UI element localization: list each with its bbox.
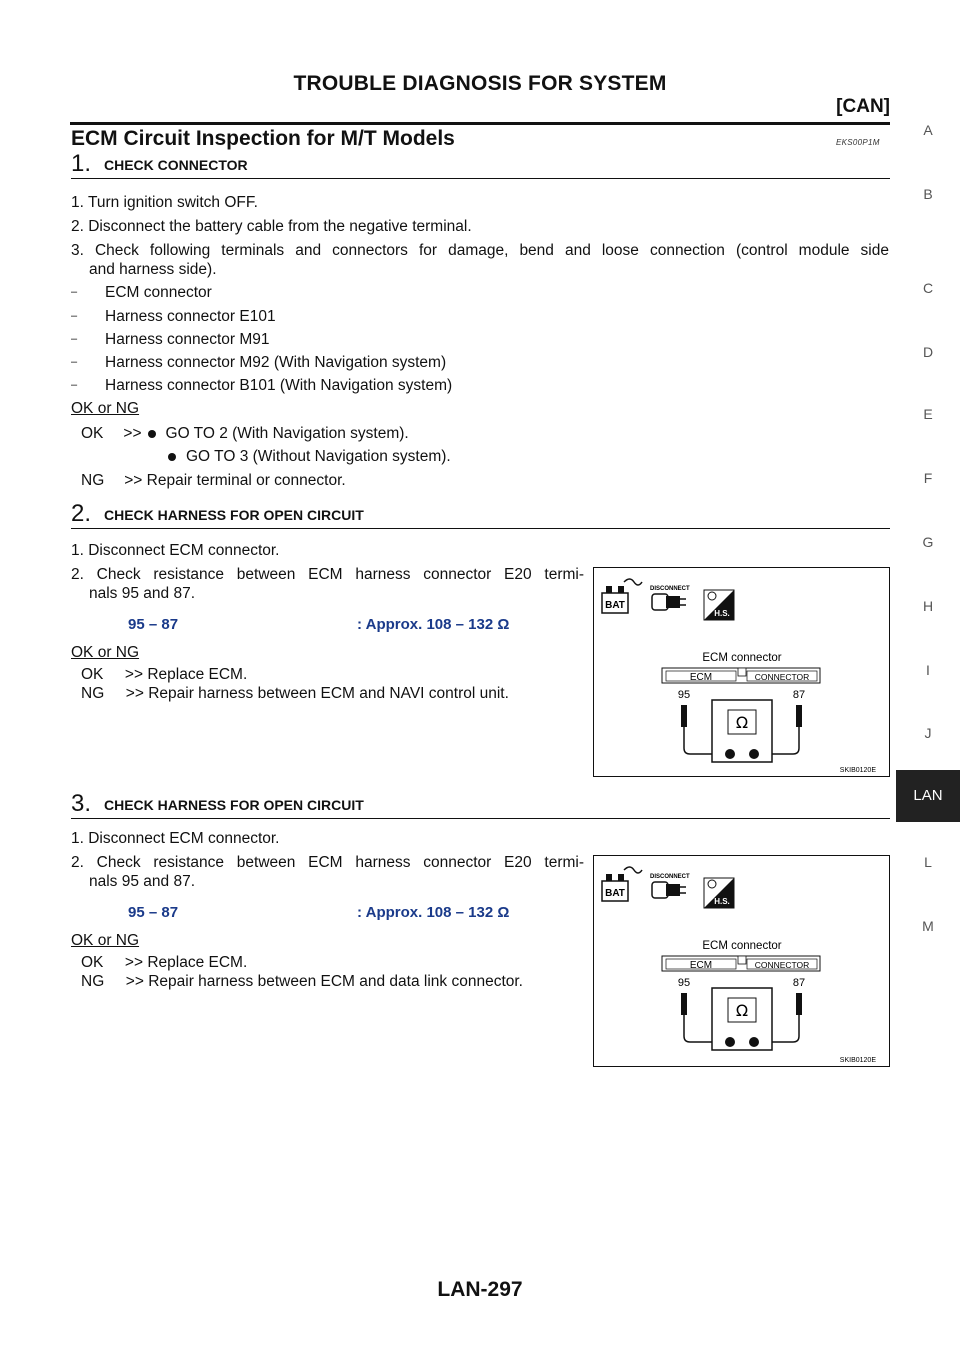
svg-text:ECM connector: ECM connector — [702, 652, 782, 664]
svg-text:ECM: ECM — [689, 672, 713, 683]
ok-or-ng-label: OK or NG — [71, 644, 140, 661]
step-title: CHECK HARNESS FOR OPEN CIRCUIT — [104, 797, 364, 813]
svg-text:H.S.: H.S. — [714, 609, 730, 618]
index-tab-b[interactable]: B — [923, 186, 933, 202]
ecm-connector-illustration — [594, 856, 889, 1066]
hs-icon — [704, 878, 734, 908]
ng-result: NG >> Repair terminal or connector. — [81, 472, 346, 489]
list-item: – Harness connector M91 — [71, 331, 270, 348]
section-title: ECM Circuit Inspection for M/T Models — [71, 127, 455, 150]
list-item: – Harness connector E101 — [71, 308, 276, 325]
spec-terminals: 95 – 87 — [128, 904, 179, 921]
svg-text:ECM connector: ECM connector — [702, 940, 782, 952]
svg-text:95: 95 — [677, 689, 691, 701]
list-item: – ECM connector — [71, 284, 212, 301]
spec-resistance: : Approx. 108 – 132 Ω — [357, 904, 510, 921]
ok-result: OK >> Replace ECM. — [81, 954, 248, 971]
step-2-item-2-cont: nals 95 and 87. — [89, 585, 196, 602]
ok-result: OK >> Replace ECM. — [81, 666, 248, 683]
svg-text:H.S.: H.S. — [714, 897, 730, 906]
disconnect-plug-icon — [652, 882, 686, 898]
header-divider — [70, 122, 890, 125]
step-3-item-1: 1. Disconnect ECM connector. — [71, 830, 280, 847]
step-3-item-2: 2. Check resistance between ECM harness connector E20 termi- — [71, 854, 584, 871]
step-2-item-2: 2. Check resistance between ECM harness connector E20 termi- — [71, 566, 584, 583]
svg-text:DISCONNECT: DISCONNECT — [650, 586, 690, 592]
svg-text:Ω: Ω — [735, 1001, 749, 1020]
step-1-item-3: 3. Check following terminals and connectors for damage, bend and loose connection (control module side — [71, 242, 889, 259]
index-tab-d[interactable]: D — [922, 344, 934, 360]
step-2-item-1: 1. Disconnect ECM connector. — [71, 542, 280, 559]
ecm-connector-illustration — [594, 568, 889, 776]
list-item: – Harness connector B101 (With Navigation system) — [71, 377, 453, 394]
ok-result-1: OK >> GO TO 2 (With Navigation system). — [81, 425, 409, 442]
svg-text:87: 87 — [792, 977, 806, 989]
svg-text:SKIB0120E: SKIB0120E — [839, 767, 876, 774]
step-2-heading — [71, 500, 890, 529]
index-tab-h[interactable]: H — [922, 598, 934, 614]
ng-result: NG >> Repair harness between ECM and NAVI control unit. — [81, 685, 509, 702]
index-tab-m[interactable]: M — [922, 918, 934, 934]
ok-or-ng-label: OK or NG — [71, 932, 140, 949]
svg-text:87: 87 — [792, 689, 806, 701]
index-tab-lan[interactable]: LAN — [896, 770, 960, 822]
step-number: 2. — [71, 500, 92, 527]
index-tab-g[interactable]: G — [922, 534, 934, 550]
step-3-item-2-cont: nals 95 and 87. — [89, 873, 196, 890]
index-tab-c[interactable]: C — [922, 280, 934, 296]
page-header-subtitle: [CAN] — [836, 96, 890, 117]
step-title: CHECK HARNESS FOR OPEN CIRCUIT — [104, 507, 364, 523]
list-item: – Harness connector M92 (With Navigation system) — [71, 354, 447, 371]
svg-text:CONNECTOR: CONNECTOR — [754, 672, 810, 682]
step-number: 1. — [71, 150, 92, 177]
ecm-connector-diagram — [593, 567, 890, 777]
battery-icon — [602, 579, 642, 613]
svg-text:BAT: BAT — [605, 888, 625, 899]
ok-or-ng-label: OK or NG — [71, 400, 140, 417]
index-tab-l[interactable]: L — [924, 854, 932, 870]
spec-resistance: : Approx. 108 – 132 Ω — [357, 616, 510, 633]
svg-text:BAT: BAT — [605, 600, 625, 611]
index-tab-i[interactable]: I — [926, 662, 930, 678]
step-3-heading — [71, 790, 890, 819]
step-1-item-1: 1. Turn ignition switch OFF. — [71, 194, 258, 211]
index-tab-f[interactable]: F — [923, 470, 933, 486]
svg-text:SKIB0120E: SKIB0120E — [839, 1057, 876, 1064]
svg-text:95: 95 — [677, 977, 691, 989]
hs-icon — [704, 590, 734, 620]
step-title: CHECK CONNECTOR — [104, 157, 248, 173]
disconnect-plug-icon — [652, 594, 686, 610]
spec-terminals: 95 – 87 — [128, 616, 179, 633]
page-header-title: TROUBLE DIAGNOSIS FOR SYSTEM — [293, 72, 667, 95]
svg-text:Ω: Ω — [735, 713, 749, 732]
ng-result: NG >> Repair harness between ECM and data link connector. — [81, 973, 523, 990]
ok-result-2: GO TO 3 (Without Navigation system). — [166, 447, 451, 466]
section-code: EKS00P1M — [836, 138, 880, 147]
step-1-item-3-cont: and harness side). — [89, 261, 217, 278]
index-tab-e[interactable]: E — [923, 406, 933, 422]
svg-text:CONNECTOR: CONNECTOR — [754, 960, 810, 970]
page-number: LAN-297 — [437, 1278, 523, 1301]
svg-text:ECM: ECM — [689, 960, 713, 971]
index-tab-j[interactable]: J — [924, 725, 932, 741]
battery-icon — [602, 867, 642, 901]
ecm-connector-diagram — [593, 855, 890, 1067]
step-number: 3. — [71, 790, 92, 817]
index-tab-a[interactable]: A — [923, 122, 933, 138]
svg-text:DISCONNECT: DISCONNECT — [650, 874, 690, 880]
step-1-heading — [71, 150, 890, 179]
step-1-item-2: 2. Disconnect the battery cable from the negative terminal. — [71, 218, 472, 235]
